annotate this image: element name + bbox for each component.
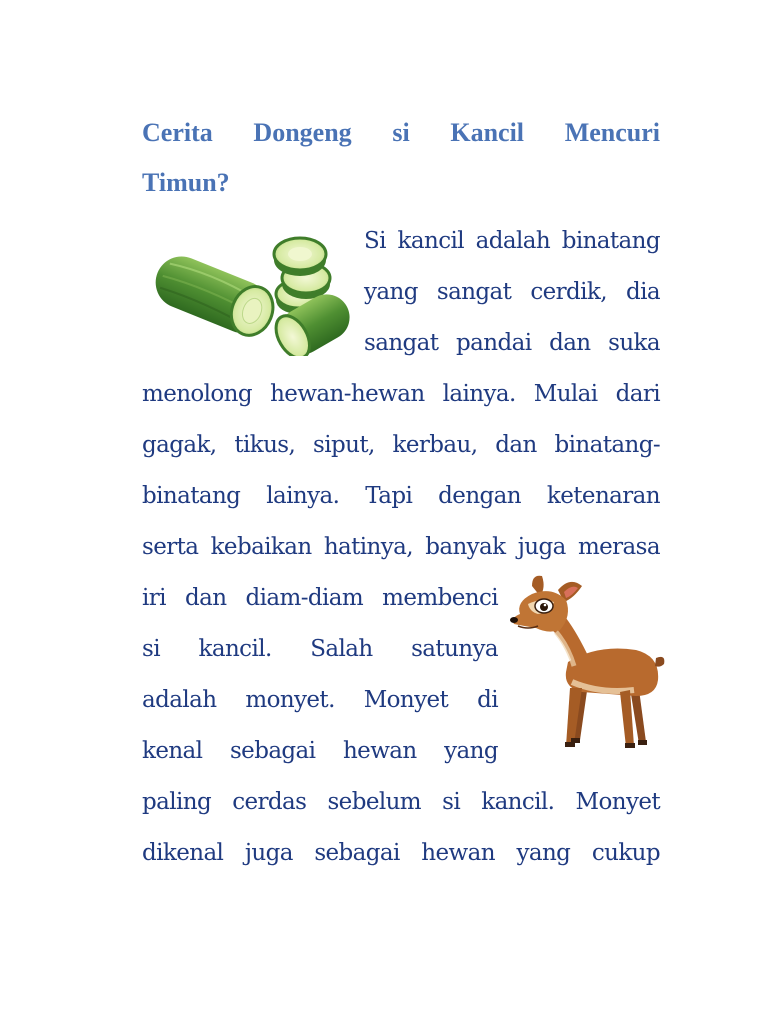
body-line-4: menolong hewan-hewan lainya. Mulai dari: [142, 381, 660, 407]
title-line-1: Cerita Dongeng si Kancil Mencuri: [142, 118, 660, 147]
body-line-7: serta kebaikan hatinya, banyak juga merasa: [142, 534, 660, 560]
body-line-8: iri dan diam-diam membenci: [142, 585, 498, 611]
body-line-12: paling cerdas sebelum si kancil. Monyet: [142, 789, 660, 815]
body-line-3: sangat pandai dan suka: [364, 330, 660, 356]
body-line-11: kenal sebagai hewan yang: [142, 738, 498, 764]
body-line-5: gagak, tikus, siput, kerbau, dan binatang-: [142, 432, 660, 458]
body-line-2: yang sangat cerdik, dia: [364, 279, 660, 305]
kancil-deer-illustration: [508, 572, 668, 750]
page-title: [142, 108, 660, 208]
body-line-6: binatang lainya. Tapi dengan ketenaran: [142, 483, 660, 509]
body-line-1: Si kancil adalah binatang: [364, 228, 660, 254]
body-line-9: si kancil. Salah satunya: [142, 636, 498, 662]
body-line-13: dikenal juga sebagai hewan yang cukup: [142, 840, 660, 866]
title-line-2: Timun?: [142, 168, 230, 197]
body-line-10: adalah monyet. Monyet di: [142, 687, 498, 713]
cucumber-illustration: [148, 232, 356, 356]
